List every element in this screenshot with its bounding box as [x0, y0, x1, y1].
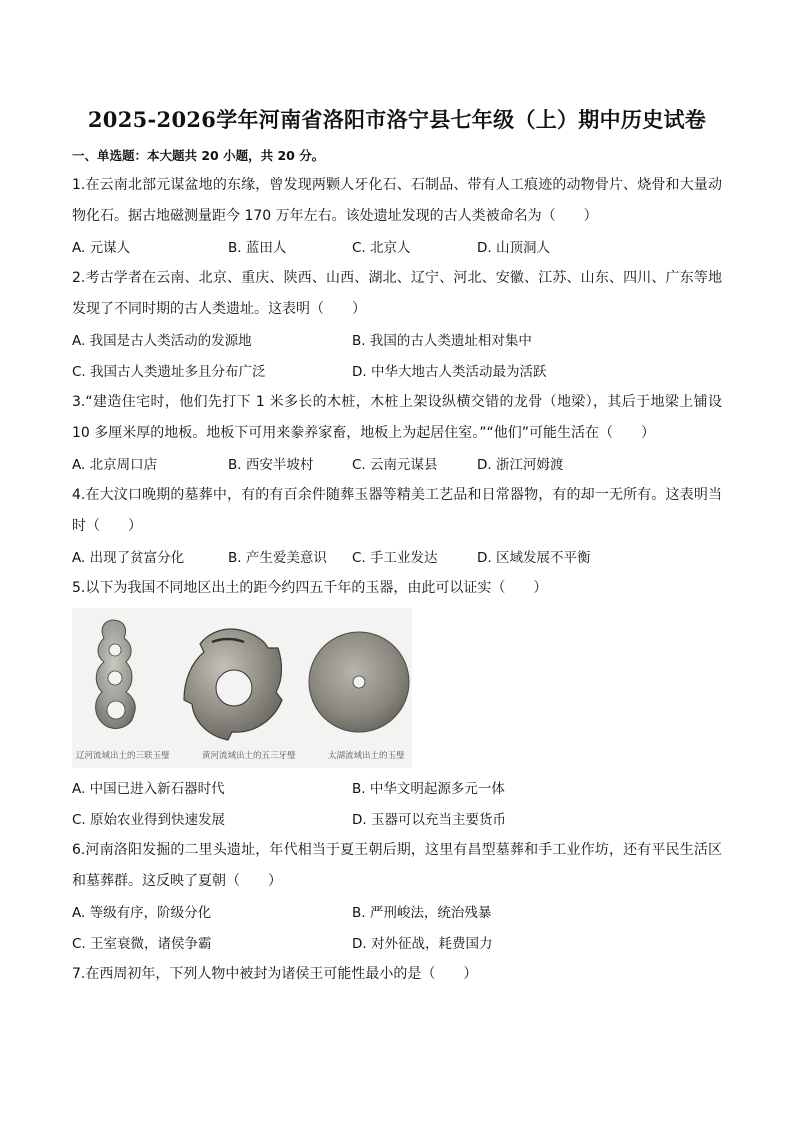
q1-option-d[interactable]: D. 山顶洞人 [477, 240, 550, 256]
q3-option-b[interactable]: B. 西安半坡村 [228, 457, 314, 473]
q3-option-a[interactable]: A. 北京周口店 [72, 457, 158, 473]
q5-option-c[interactable]: C. 原始农业得到快速发展 [72, 812, 226, 828]
question-4-stem: 4.在大汶口晚期的墓葬中，有的有百余件随葬玉器等精美工艺品和日常器物，有的却一无所有。这表明当时（ ） [72, 487, 722, 534]
q2-option-d[interactable]: D. 中华大地古人类活动最为活跃 [352, 364, 547, 380]
q4-option-d[interactable]: D. 区域发展不平衡 [477, 550, 591, 566]
question-1-stem: 1.在云南北部元谋盆地的东缘，曾发现两颗人牙化石、石制品、带有人工痕迹的动物骨片、烧骨和大量动物化石。据古地磁测量距今 170 万年左右。该处遗址发现的古人类被命名为（ ） [72, 177, 722, 224]
q2-option-b[interactable]: B. 我国的古人类遗址相对集中 [352, 333, 532, 349]
q2-option-a[interactable]: A. 我国是古人类活动的发源地 [72, 333, 252, 349]
question-6-stem: 6.河南洛阳发掘的二里头遗址，年代相当于夏王朝后期，这里有昌型墓葬和手工业作坊，还有平民生活区和墓葬群。这反映了夏朝（ ） [72, 842, 722, 889]
caption-taihu: 太湖流域出土的玉璧 [328, 751, 405, 761]
q4-option-a[interactable]: A. 出现了贫富分化 [72, 550, 185, 566]
q3-option-c[interactable]: C. 云南元谋县 [352, 457, 438, 473]
q6-option-b[interactable]: B. 严刑峻法，统治残暴 [352, 905, 492, 921]
question-2-stem: 2.考古学者在云南、北京、重庆、陕西、山西、湖北、辽宁、河北、安徽、江苏、山东、四川、广东等地发现了不同时期的古人类遗址。这表明（ ） [72, 270, 722, 317]
q6-option-d[interactable]: D. 对外征战，耗费国力 [352, 936, 493, 952]
caption-liao-river: 辽河流域出土的三联玉璧 [76, 751, 170, 761]
jade-artifacts-figure [72, 608, 412, 768]
q6-option-c[interactable]: C. 王室衰微，诸侯争霸 [72, 936, 212, 952]
exam-title: 2025-2026学年河南省洛阳市洛宁县七年级（上）期中历史试卷 [87, 107, 707, 132]
q3-option-d[interactable]: D. 浙江河姆渡 [477, 457, 564, 473]
question-3-stem: 3.“建造住宅时，他们先打下 1 米多长的木桩，木桩上架设纵横交错的龙骨（地梁），其后于地梁上铺设 10 多厘米厚的地板。地板下可用来豢养家畜，地板上为起居住室。”“他们”可能生活在（ ） [72, 394, 722, 441]
jade-bi-disc [309, 632, 409, 732]
caption-yellow-river: 黄河流域出土的五三牙璧 [202, 751, 296, 761]
q1-option-a[interactable]: A. 元谋人 [72, 240, 131, 256]
q2-option-c[interactable]: C. 我国古人类遗址多且分布广泛 [72, 364, 266, 380]
q1-option-c[interactable]: C. 北京人 [352, 240, 411, 256]
q5-option-d[interactable]: D. 玉器可以充当主要货币 [352, 812, 506, 828]
section-heading: 一、单选题：本大题共 20 小题，共 20 分。 [72, 148, 325, 163]
q4-option-c[interactable]: C. 手工业发达 [352, 550, 438, 566]
q6-option-a[interactable]: A. 等级有序，阶级分化 [72, 905, 212, 921]
q5-option-b[interactable]: B. 中华文明起源多元一体 [352, 781, 505, 797]
q5-option-a[interactable]: A. 中国已进入新石器时代 [72, 781, 225, 797]
q4-option-b[interactable]: B. 产生爱美意识 [228, 550, 327, 566]
question-5-stem: 5.以下为我国不同地区出土的距今约四五千年的玉器，由此可以证实（ ） [72, 580, 548, 596]
q1-option-b[interactable]: B. 蓝田人 [228, 240, 287, 256]
question-7-stem: 7.在西周初年，下列人物中被封为诸侯王可能性最小的是（ ） [72, 966, 478, 982]
